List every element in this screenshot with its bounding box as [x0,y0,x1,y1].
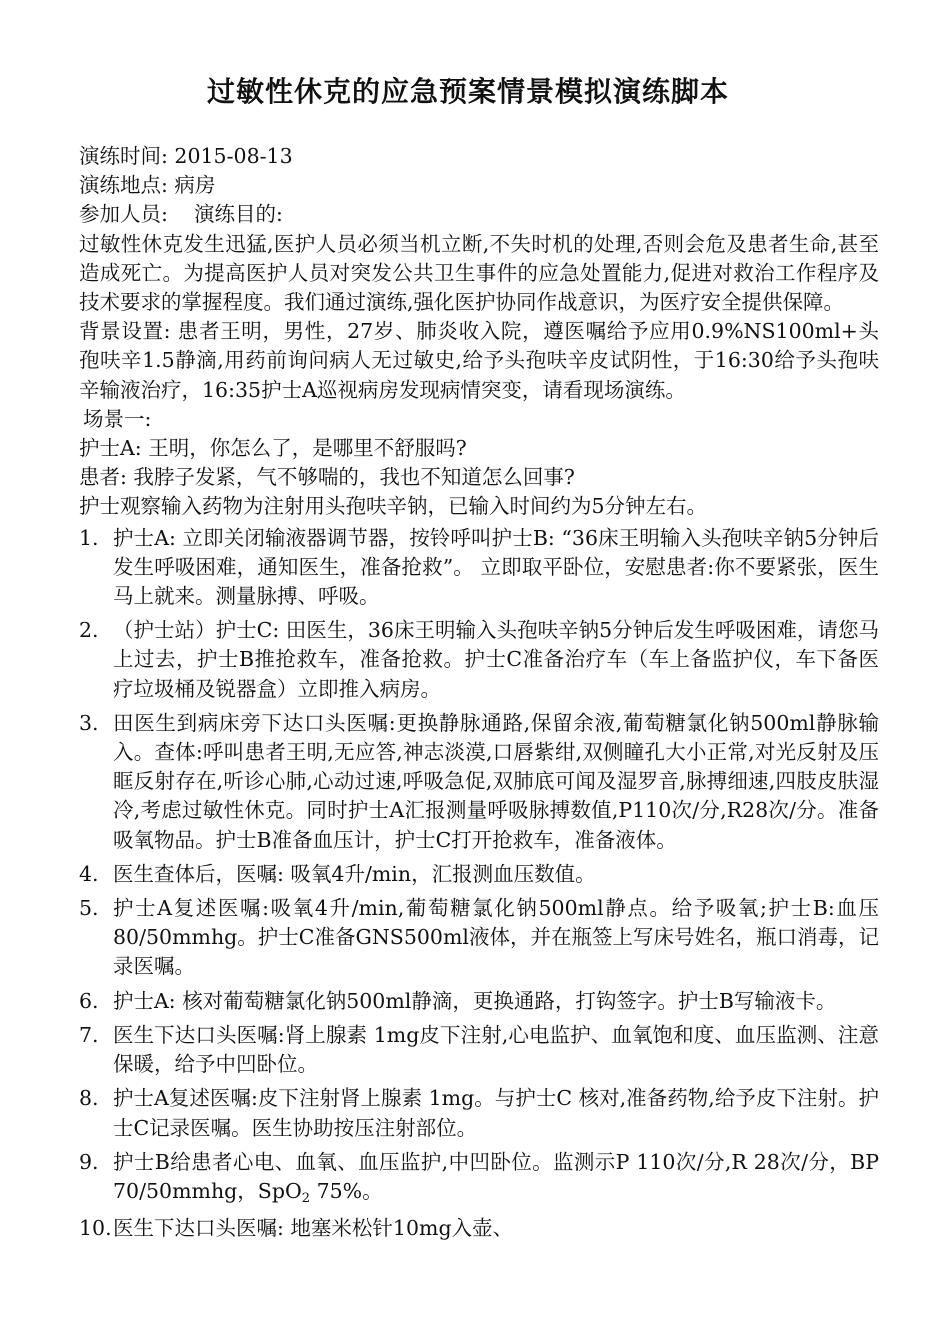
step-item [79,524,879,612]
step-number: 4. [79,861,99,886]
step-item [79,987,879,1016]
step-text: 田医生到病床旁下达口头医嘱:更换静脉通路,保留余液,葡萄糖氯化钠500ml静脉输入。查体:呼叫患者王明,无应答,神志淡漠,口唇紫绀,双侧瞳孔大小正常,对光反射及压眶反射存在,听诊心肺,心动过速,呼吸急促,双肺底可闻及湿罗音,脉搏细速,四肢皮肤湿冷,考虑过敏性休克。同时护士A汇报测量呼吸脉搏数值,P110次/分,R28次/分。准备吸氧物品。护士B准备血压计，护士C打开抢救车，准备液体。 [113,710,879,852]
scene-title: 场景一: [83,406,152,431]
dialog-nurse-a: 护士A: 王明，你怎么了，是哪里不舒服吗? [79,436,467,461]
step-number: 8. [79,1086,99,1111]
step-text: 医生下达口头医嘱: 地塞米松针10mg入壶、 [113,1216,514,1241]
step-item [79,709,879,855]
step-text: 医生查体后，医嘱: 吸氧4升/min，汇报测血压数值。 [113,861,596,886]
step-text: 护士A复述医嘱:皮下注射肾上腺素 1mg。与护士C 核对,准备药物,给予皮下注射。护士C记录医嘱。医生协助按压注射部位。 [113,1086,879,1140]
step-number: 6. [79,988,99,1013]
step-text: 护士A: 核对葡萄糖氯化钠500ml静滴，更换通路，打钩签字。护士B写输液卡。 [113,988,837,1013]
step-number: 1. [79,525,99,550]
document-page [79,70,879,1248]
step-text: 护士B给患者心电、血氧、血压监护,中凹卧位。监测示P 110次/分,R 28次/分，BP 70/50mmhg，SpO [113,1149,879,1203]
step-text: （护士站）护士C: 田医生，36床王明输入头孢呋辛钠5分钟后发生呼吸困难，请您马上过去，护士B推抢救车，准备抢救。护士C准备治疗车（车上备监护仪，车下备医疗垃圾桶及锐器盒）立即推入病房。 [113,618,879,701]
step-item [79,1148,879,1209]
step-text: 护士A: 立即关闭输液器调节器，按铃呼叫护士B: “36床王明输入头孢呋辛钠5分钟后发生呼吸困难，通知医生，准备抢救”。 立即取平卧位，安慰患者:你不要紧张，医生马上就来。测量脉搏、呼吸。 [113,525,879,609]
step-number: 7. [79,1022,99,1047]
step-text: 医生下达口头医嘱:肾上腺素 1mg皮下注射,心电监护、血氧饱和度、血压监测、注意保暖，给予中凹卧位。 [113,1022,879,1077]
step-number: 5. [79,896,99,921]
step-text-tail: 75%。 [310,1178,383,1203]
step-number: 2. [79,618,99,643]
step-item [79,860,879,889]
participants-purpose-label: 参加人员: 演练目的: [79,202,283,227]
step-list [79,524,879,1244]
observation-line: 护士观察输入药物为注射用头孢呋辛钠，已输入时间约为5分钟左右。 [79,494,708,519]
step-item [79,894,879,982]
step-number: 3. [79,710,99,735]
subscript-text: 2 [301,1190,311,1206]
step-number: 9. [79,1149,99,1174]
drill-place: 演练地点: 病房 [79,173,216,198]
step-item [79,616,879,704]
step-item [79,1021,879,1079]
dialog-patient: 患者: 我脖子发紧，气不够喘的，我也不知道怎么回事? [79,465,575,490]
step-item [79,1084,879,1142]
step-text: 护士A复述医嘱:吸氧4升/min,葡萄糖氯化钠500ml静点。给予吸氧;护士B:血压80/50mmhg。护士C准备GNS500ml液体，并在瓶签上写床号姓名，瓶口消毒，记录医嘱。 [113,896,879,979]
step-item [79,1214,879,1243]
document-title: 过敏性休克的应急预案情景模拟演练脚本 [207,75,730,108]
step-number: 10. [79,1216,112,1241]
background-paragraph: 背景设置: 患者王明，男性，27岁、肺炎收入院，遵医嘱给予应用0.9%NS100ml+头孢呋辛1.5静滴,用药前询问病人无过敏史,给予头孢呋辛皮试阴性，于16:30给予头孢呋辛输液治疗，16:35护士A巡视病房发现病情突变，请看现场演练。 [79,319,879,402]
drill-time: 演练时间: 2015-08-13 [79,144,293,168]
purpose-paragraph: 过敏性休克发生迅猛,医护人员必须当机立断,不失时机的处理,否则会危及患者生命,甚至造成死亡。为提高医护人员对突发公共卫生事件的应急处置能力,促进对救治工作程序及技术要求的掌握程度。我们通过演练,强化医护协同作战意识，为医疗安全提供保障。 [79,231,879,315]
